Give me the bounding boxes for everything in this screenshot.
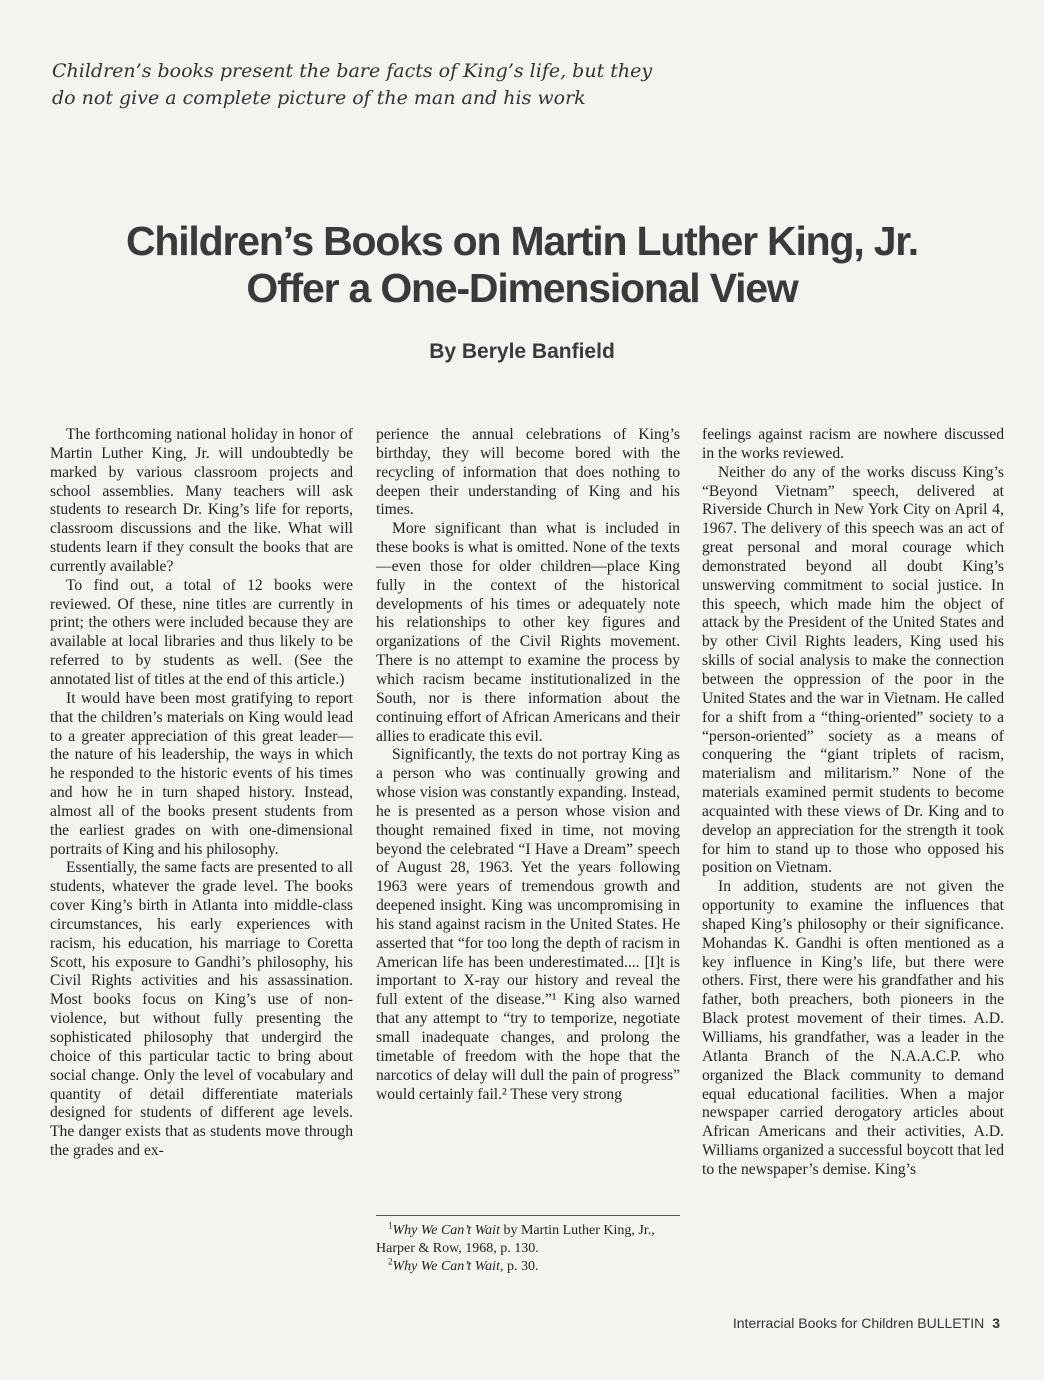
byline: By Beryle Banfield xyxy=(429,340,615,363)
footnote-title: Why We Can’t Wait xyxy=(392,1223,500,1238)
footnote-number: 1 xyxy=(388,1220,393,1231)
body-column-3 xyxy=(702,426,1004,1180)
paragraph: The forthcoming national holiday in honor of Martin Luther King, Jr. will undoubtedly be marked by various classroom projects and school assemblies. Many teachers will ask students to research Dr. King’s life for reports, classroom discussions and the like. What will students learn if they consult the books that are currently available? xyxy=(50,426,353,575)
headline-line-1: Children’s Books on Martin Luther King, Jr. xyxy=(125,218,918,264)
headline-line-2: Offer a One-Dimensional View xyxy=(246,265,798,311)
footnote-text: , p. 30. xyxy=(499,1259,539,1274)
deck-line-2: do not give a complete picture of the man and his work xyxy=(52,87,586,109)
body-column-1 xyxy=(50,426,353,1161)
article-headline xyxy=(0,218,1044,312)
deck-line-1: Children’s books present the bare facts of King’s life, but they xyxy=(52,60,653,82)
footnote-title: Why We Can’t Wait xyxy=(392,1259,500,1274)
page-number: 3 xyxy=(992,1315,1000,1331)
paragraph: feelings against racism are nowhere discussed in the works reviewed. xyxy=(702,426,1004,462)
paragraph: Significantly, the texts do not portray King as a person who was continually growing and whose vision was constantly expanding. Instead, he is presented as a person whose vision and thought remained fixed in time, not moving beyond the celebrated “I Have a Dream” speech of August 28, 1963. Yet the years following 1963 were years of tremendous growth and deepened insight. King was uncompromising in his stand against racism in the United States. He asserted that “for too long the depth of racism in American life has been underestimated.... [I]t is important to X-ray our history and reveal the full extent of the disease.”¹ King also warned that any attempt to “try to temporize, negotiate small inadequate changes, and prolong the timetable of freedom with the hope that the narcotics of delay will dull the pain of progress” would certainly fail.² These very strong xyxy=(376,746,680,1103)
article-deck xyxy=(52,58,752,112)
paragraph: It would have been most gratifying to report that the children’s materials on King would lead to a greater appreciation of this great leader—the nature of his leadership, the ways in which he responded to the historic events of his times and how he in turn shaped history. Instead, almost all of the books present students from the earliest grades on with one-dimensional portraits of King and his philosophy. xyxy=(50,689,353,858)
paragraph: More significant than what is included in these books is what is omitted. None of the texts—even those for older children—place King fully in the context of the historical developments of his times or adequately note his relationships to other key figures and organizations of the Civil Rights movement. There is no attempt to examine the process by which racism became institutionalized in the South, nor is there information about the continuing effort of African Americans and their allies to eradicate this evil. xyxy=(376,520,680,745)
paragraph: perience the annual celebrations of King’s birthday, they will become bored with the recycling of information that does nothing to deepen their understanding of King and his times. xyxy=(376,426,680,519)
paragraph: Essentially, the same facts are presented to all students, whatever the grade level. The books cover King’s birth in Atlanta into middle-class circumstances, his early experiences with racism, his education, his marriage to Coretta Scott, his exposure to Gandhi’s philosophy, his Civil Rights activities and his assassination. Most books focus on King’s use of non-violence, but without fully presenting the sophisticated philosophy that undergird the choice of this particular tactic to bring about social change. Only the level of vocabulary and quantity of detail differentiate materials designed for students of different age levels. The danger exists that as students move through the grades and ex- xyxy=(50,859,353,1160)
footnote xyxy=(376,1222,680,1258)
footnote-text: by Martin Luther King, Jr., Harper & Row, 1968, p. 130. xyxy=(376,1223,655,1256)
footnote xyxy=(376,1258,680,1276)
footnote-number: 2 xyxy=(388,1256,393,1267)
publication-name: Interracial Books for Children BULLETIN xyxy=(732,1315,985,1331)
page-footer xyxy=(733,1315,1000,1331)
body-column-2 xyxy=(376,426,680,1104)
paragraph: In addition, students are not given the opportunity to examine the influences that shaped King’s philosophy or their significance. Mohandas K. Gandhi is often mentioned as a key influence in King’s life, but there were others. First, there were his grandfather and his father, both preachers, both pioneers in the Black protest movement of their times. A.D. Williams, his grandfather, was a leader in the Atlanta Branch of the N.A.A.C.P. who organized the Black community to demand equal educational facilities. When a major newspaper carried derogatory articles about African Americans and their activities, A.D. Williams organized a successful boycott that led to the newspaper’s demise. King’s xyxy=(702,878,1004,1178)
footnotes xyxy=(376,1215,680,1276)
paragraph: To find out, a total of 12 books were reviewed. Of these, nine titles are currently in print; the others were included because they are available at local libraries and thus likely to be referred to by students as well. (See the annotated list of titles at the end of this article.) xyxy=(50,576,353,688)
paragraph: Neither do any of the works discuss King’s “Beyond Vietnam” speech, delivered at Riverside Church in New York City on April 4, 1967. The delivery of this speech was an act of great personal and moral courage which demonstrated beyond all doubt King’s unswerving commitment to social justice. In this speech, which made him the object of attack by the President of the United States and by other Civil Rights leaders, King used his skills of social analysis to make the connection between the oppression of the poor in the United States and the war in Vietnam. He called for a shift from a “thing-oriented” society to a “person-oriented” society as a means of conquering the “giant triplets of racism, materialism and militarism.” None of the materials examined permit students to become acquainted with these views of Dr. King and to develop an appreciation for the strength it took for him to stand up to those who opposed his position on Vietnam. xyxy=(702,463,1004,877)
